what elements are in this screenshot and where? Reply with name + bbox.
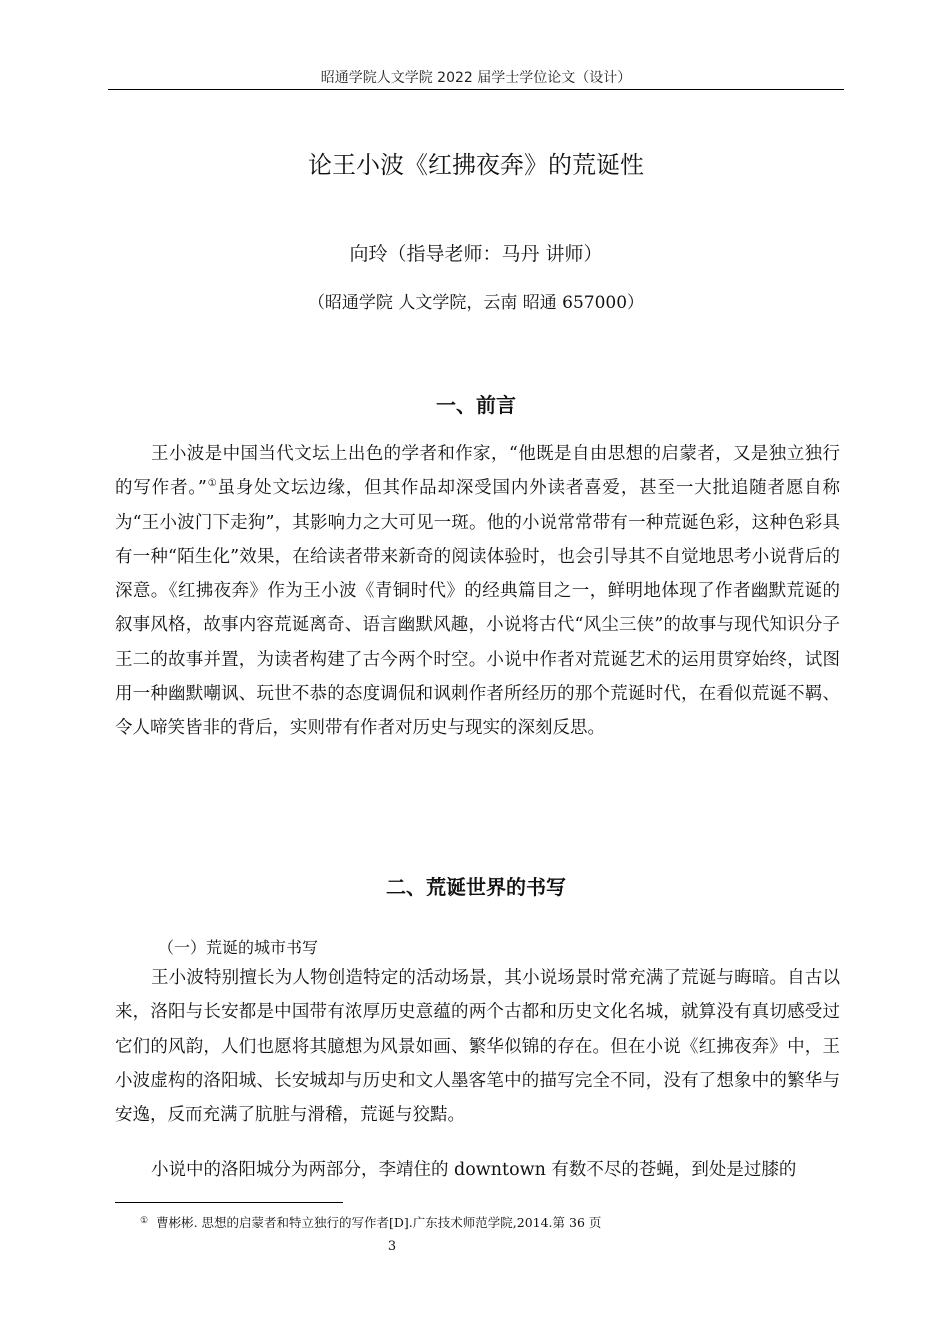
- footnote-text: 曹彬彬. 思想的启蒙者和特立独行的写作者[D].广东技术师范学院,2014.第 36 页: [156, 1215, 602, 1230]
- footnote-rule: [115, 1202, 343, 1203]
- section-heading-preface: 一、前言: [436, 393, 516, 417]
- preface-text-rest: 虽身处文坛边缘，但其作品却深受国内外读者喜爱，甚至一大批追随者愿自称为“王小波门下走狗”，其影响力之大可见一斑。他的小说常常带有一种荒诞色彩，这种色彩具有一种“陌生化”效果，在给读者带来新奇的阅读体验时，也会引导其不自觉地思考小说背后的深意。《红拂夜奔》作为王小波《青铜时代》的经典篇目之一，鲜明地体现了作者幽默荒诞的叙事风格，故事内容荒诞离奇、语言幽默风趣，小说将古代“风尘三侠”的故事与现代知识分子王二的故事并置，为读者构建了古今两个时空。小说中作者对荒诞艺术的运用贯穿始终，试图用一种幽默嘲讽、玩世不恭的态度调侃和讽刺作者所经历的那个荒诞时代，在看似荒诞不羁、令人啼笑皆非的背后，实则带有作者对历史与现实的深刻反思。: [115, 478, 841, 739]
- section-heading-absurd-world: 二、荒诞世界的书写: [386, 875, 566, 899]
- body-paragraph: 王小波特别擅长为人物创造特定的活动场景，其小说场景时常充满了荒诞与晦暗。自古以来，洛阳与长安都是中国带有浓厚历史意蕴的两个古都和历史文化名城，就算没有真切感受过它们的风韵，人们也愿将其臆想为风景如画、繁华似锦的存在。但在小说《红拂夜奔》中，王小波虚构的洛阳城、长安城却与历史和文人墨客笔中的描写完全不同，没有了想象中的繁华与安逸，反而充满了肮脏与滑稽，荒诞与狡黠。: [115, 968, 840, 1126]
- running-header: 昭通学院人文学院 2022 届学士学位论文（设计）: [320, 70, 632, 86]
- page-number: 3: [387, 1239, 397, 1254]
- affiliation-line: （昭通学院 人文学院，云南 昭通 657000）: [307, 293, 645, 313]
- header-rule: [108, 89, 844, 90]
- footnote-reference[interactable]: ①: [206, 478, 218, 490]
- subsection-heading-city: （一）荒诞的城市书写: [158, 938, 319, 957]
- preface-text-start: 王小波是中国当代文坛上出色的学者和作家，“他既是自由思想的启蒙者，又是独立独行的写作者。”: [115, 444, 840, 499]
- body-paragraph: 小说中的洛阳城分为两部分，李靖住的 downtown 有数不尽的苍蝇，到处是过膝的: [151, 1160, 797, 1180]
- author-line: 向玲（指导老师：马丹 讲师）: [349, 243, 603, 265]
- footnote-mark: ①: [140, 1216, 149, 1226]
- paper-title: 论王小波《红拂夜奔》的荒诞性: [308, 151, 644, 179]
- footnote: [140, 1212, 601, 1232]
- preface-paragraph: [115, 437, 840, 746]
